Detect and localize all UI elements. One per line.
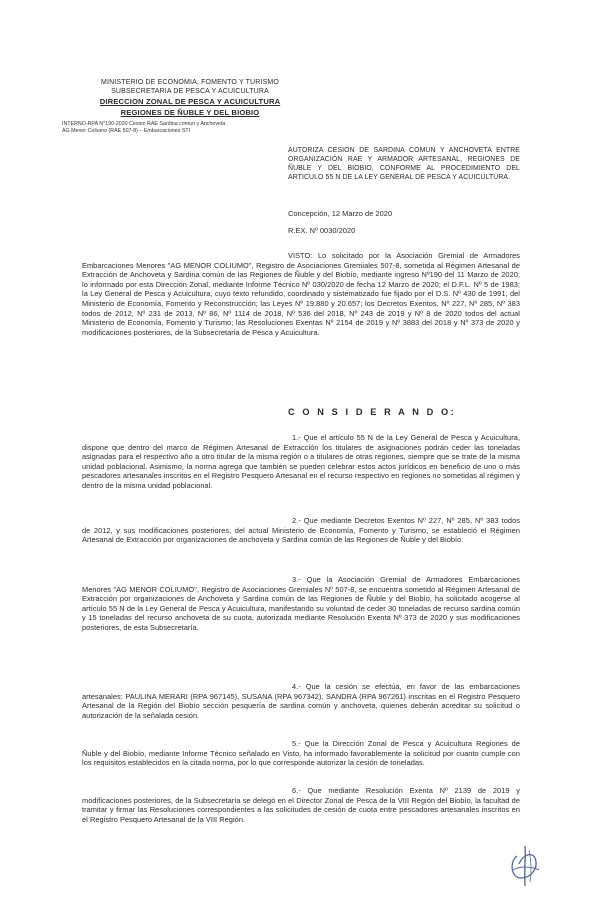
reference-line-2: AG Menor Coliumo (RAE 507-8) – Embarcaciones STI <box>62 128 191 134</box>
considerando-4: 4.- Que la cesión se efectúa, en favor de las embarcaciones artesanales: PAULINA MERARI (RPA 967145), SUSANA (RPA 967342), SANDRA (RPA 967261) inscritas en el Registro Pesquero Artesanal de la Región del Biobío sección pesquería de sardina común y anchoveta, quienes deberán acreditar su solicitud o autorización de la señalada cesión. <box>82 682 520 720</box>
considerando-1: 1.- Que el artículo 55 N de la Ley General de Pesca y Acuicultura, dispone que dentro del marco de Régimen Artesanal de Extracción los titulares de asignaciones podrán ceder las toneladas asignadas para el respectivo año a otro titular de la misma región o a titulares de otras regiones, siempre que se trate de la misma unidad poblacional. Asimismo, la norma agrega que también se pueden celebrar estos actos jurídicos en beneficio de uno o más pescadores artesanales inscritos en el Registro Pesquero Artesanal en el recurso respectivo en regiones no sometidas al régimen y dentro de la misma unidad poblacional. <box>82 433 520 490</box>
considerando-heading: C O N S I D E R A N D O: <box>288 407 457 417</box>
reference-line-1: INTERNO-RPA N°190-2020 Cesion RAE Sardina comun y Anchoveta <box>62 121 226 127</box>
handwritten-signature-icon <box>505 844 545 888</box>
header-subsecretaria: SUBSECRETARIA DE PESCA Y ACUICULTURA <box>111 88 269 95</box>
header-regiones: REGIONES DE ÑUBLE Y DEL BIOBIO <box>120 108 260 117</box>
document-date: Concepción, 12 Marzo de 2020 <box>288 209 393 218</box>
considerando-5: 5.- Que la Dirección Zonal de Pesca y Acuicultura Regiones de Ñuble y del Biobío, mediante Informe Técnico señalado en Visto, ha informado favorablemente la solicitud por cuanto cumple con los requisitos establecidos en la citada norma, por lo que corresponde autorizar la cesión de toneladas. <box>82 739 520 768</box>
header-direccion-zonal: DIRECCION ZONAL DE PESCA Y ACUICULTURA <box>99 97 281 106</box>
visto-paragraph: VISTO: Lo solicitado por la Asociación Gremial de Armadores Embarcaciones Menores "AG MENOR COLIUMO", Registro de Asociaciones Gremiales 507-8, sometida al Régimen Artesanal de Extracción de Anchoveta y Sardina común de las Regiones de Ñuble y del Biobío, mediante ingreso Nº190 del 11 Marzo de 2020; lo informado por esta Dirección Zonal, mediante Informe Técnico Nº 030/2020 de fecha 12 Marzo de 2020; el D.F.L. Nº 5 de 1983; la Ley General de Pesca y Acuicultura, cuyo texto refundido, coordinado y sistematizado fue fijado por el D.S. Nº 430 de 1991, del Ministerio de Economía, Fomento y Reconstrucción; las Leyes Nº 19.880 y 20.657; los Decretos Exentos, Nº 227, Nº 285, Nº 383 todos de 2012, Nº 231 de 2013, Nº 86, Nº 1114 de 2018, Nº 536 del 2018, Nº 243 de 2019 y Nº 8 de 2020 todos del actual Ministerio de Economía, Fomento y Turismo; las Resoluciones Exentas Nº 2154 de 2019 y Nº 3883 del 2018 y Nº 373 de 2020 y modificaciones posteriores, de la Subsecretaria de Pesca y Acuicultura. <box>82 251 520 337</box>
resolution-title: AUTORIZA CESION DE SARDINA COMUN Y ANCHOVETA ENTRE ORGANIZACIÓN RAE Y ARMADOR ARTESANAL, REGIONES DE ÑUBLE Y DEL BIOBIO, CONFORME AL PROCEDIMIENTO DEL ARTICULO 55 N DE LA LEY GENERAL DE PESCA Y ACUICULTURA. <box>288 147 520 181</box>
considerando-3: 3.- Que la Asociación Gremial de Armadores Embarcaciones Menores "AG MENOR COLIUMO", Registro de Asociaciones Gremiales Nº 507-8, se encuentra sometido al Régimen Artesanal de Extracción por organizaciones de Anchoveta y Sardina común de las Regiones de Ñuble y del Biobío, ha solicitado acogerse al artículo 55 N de la Ley General de Pesca y Acuicultura, manifestando su voluntad de ceder 30 toneladas de recurso sardina común y 15 toneladas del recurso anchoveta de su cuota, autorizada mediante Resolución Exenta Nº 373 de 2020 y sus modificaciones posteriores, de esta Subsecretaría. <box>82 575 520 632</box>
considerando-6: 6.- Que mediante Resolución Exenta Nº 2139 de 2019 y modificaciones posteriores, de la Subsecretaría se delegó en el Director Zonal de Pesca de la VIII Región del Biobío, la facultad de tramitar y firmar las Resoluciones correspondientes a las solicitudes de cesión de cuota entre pescadores artesanales inscritos en el Registro Pesquero Artesanal de la VIII Región. <box>82 786 520 824</box>
header-ministry: MINISTERIO DE ECONOMIA, FOMENTO Y TURISMO <box>101 79 279 86</box>
resolution-number: R.EX. Nº 0030/2020 <box>288 226 356 235</box>
considerando-2: 2.- Que mediante Decretos Exentos Nº 227, Nº 285, Nº 383 todos de 2012, y sus modificaciones posteriores, del actual Ministerio de Economía, Fomento y Turismo, se estableció el Régimen Artesanal de Extracción por organizaciones de anchoveta y Sardina común de las Regiones de Ñuble y del Biobío. <box>82 516 520 545</box>
